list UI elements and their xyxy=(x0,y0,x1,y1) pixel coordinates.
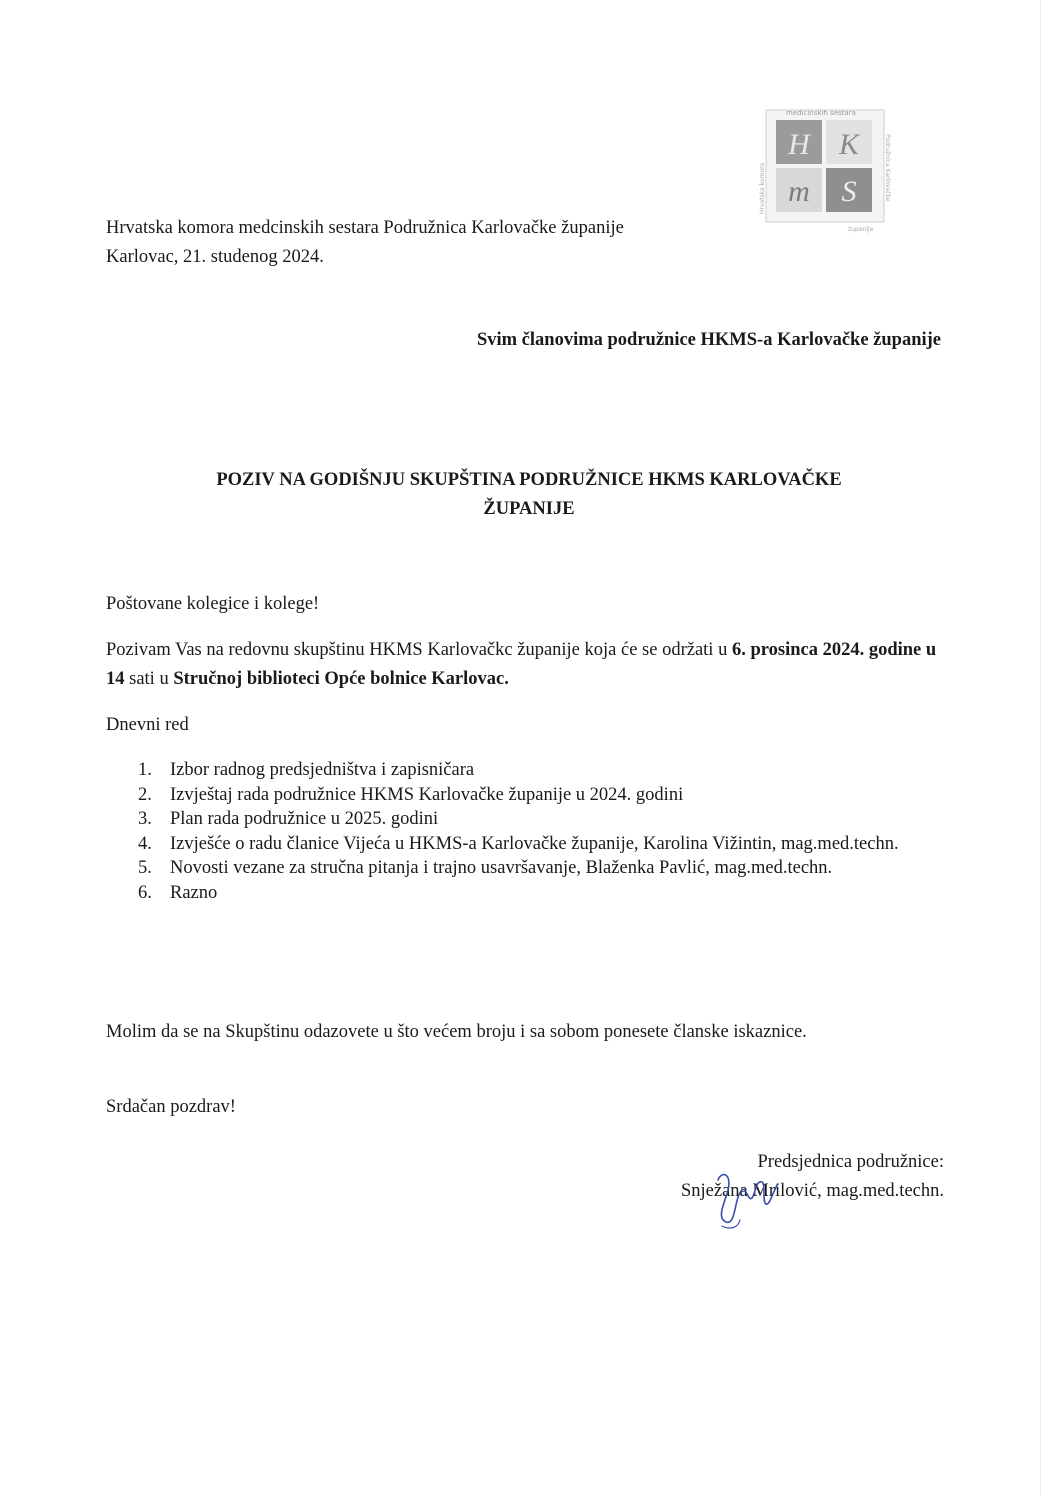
agenda-item xyxy=(106,807,966,832)
agenda-item-number: 5. xyxy=(138,858,152,878)
header-organization: Hrvatska komora medcinskih sestara Podružnica Karlovačke županije xyxy=(106,218,624,238)
logo-letter-h: H xyxy=(788,128,810,161)
invitation-text-mid: sati u xyxy=(124,669,174,689)
agenda-item-text: Izbor radnog predsjedništva i zapisničara xyxy=(170,760,475,780)
agenda-list xyxy=(106,758,966,905)
logo-top-text: medicinskih sestara xyxy=(786,109,856,117)
agenda-item-number: 4. xyxy=(138,833,152,854)
signature-role: Predsjednica podružnice: xyxy=(757,1152,944,1172)
logo-letter-s: S xyxy=(841,175,857,208)
agenda-item xyxy=(106,783,966,808)
header-place-date: Karlovac, 21. studenog 2024. xyxy=(106,247,324,267)
agenda-item-text: Razno xyxy=(170,882,218,903)
scan-edge-line xyxy=(1040,0,1041,1496)
invitation-place: Stručnoj biblioteci Opće bolnice Karlovac. xyxy=(173,669,509,689)
document-title-line2: ŽUPANIJE xyxy=(483,499,575,519)
agenda-heading: Dnevni red xyxy=(106,715,189,735)
invitation-date: 6. prosinca 2024. godine u 14 xyxy=(106,640,937,689)
regards: Srdačan pozdrav! xyxy=(106,1097,236,1117)
agenda-item-number: 3. xyxy=(138,809,152,829)
agenda-item xyxy=(106,758,966,783)
recipient-line: Svim članovima podružnice HKMS-a Karlovačke županije xyxy=(476,330,941,350)
agenda-item xyxy=(106,881,966,906)
logo-letter-k: K xyxy=(838,128,860,161)
salutation: Poštovane kolegice i kolege! xyxy=(106,594,320,614)
signature-name: Snježana Mrilović, mag.med.techn. xyxy=(680,1181,944,1201)
agenda-item-number: 6. xyxy=(138,882,152,903)
logo-side-text: Hrvatska komora xyxy=(759,162,766,214)
agenda-item-text: Izvještaj rada podružnice HKMS Karlovačke županije u 2024. godini xyxy=(170,784,684,805)
logo-right-text: Podružnica Karlovačke xyxy=(884,134,891,202)
hkms-logo xyxy=(756,104,892,234)
logo-bottom-text: županije xyxy=(848,226,874,233)
agenda-item-text: Novosti vezane za stručna pitanja i trajno usavršavanje, Blaženka Pavlić, mag.med.techn. xyxy=(170,858,833,878)
invitation-text-start: Pozivam Vas na redovnu skupštinu HKMS Karlovačkc županije koja će se održati u xyxy=(106,640,732,660)
document-title-line1: POZIV NA GODIŠNJU SKUPŠTINA PODRUŽNICE HKMS KARLOVAČKE xyxy=(216,470,842,490)
agenda-item-text: Plan rada podružnice u 2025. godini xyxy=(170,809,439,829)
closing-paragraph: Molim da se na Skupštinu odazovete u što većem broju i sa sobom ponesete članske iskaznice. xyxy=(106,1022,807,1042)
handwritten-signature xyxy=(712,1168,784,1234)
agenda-item-text: Izvješće o radu članice Vijeća u HKMS-a Karlovačke županije, Karolina Vižintin, mag.med.techn. xyxy=(170,833,899,854)
invitation-paragraph xyxy=(106,636,956,694)
agenda-item-number: 2. xyxy=(138,784,152,805)
agenda-item xyxy=(106,832,960,857)
logo-letter-m: m xyxy=(788,175,810,208)
agenda-item-number: 1. xyxy=(138,760,152,780)
agenda-item xyxy=(106,856,966,881)
